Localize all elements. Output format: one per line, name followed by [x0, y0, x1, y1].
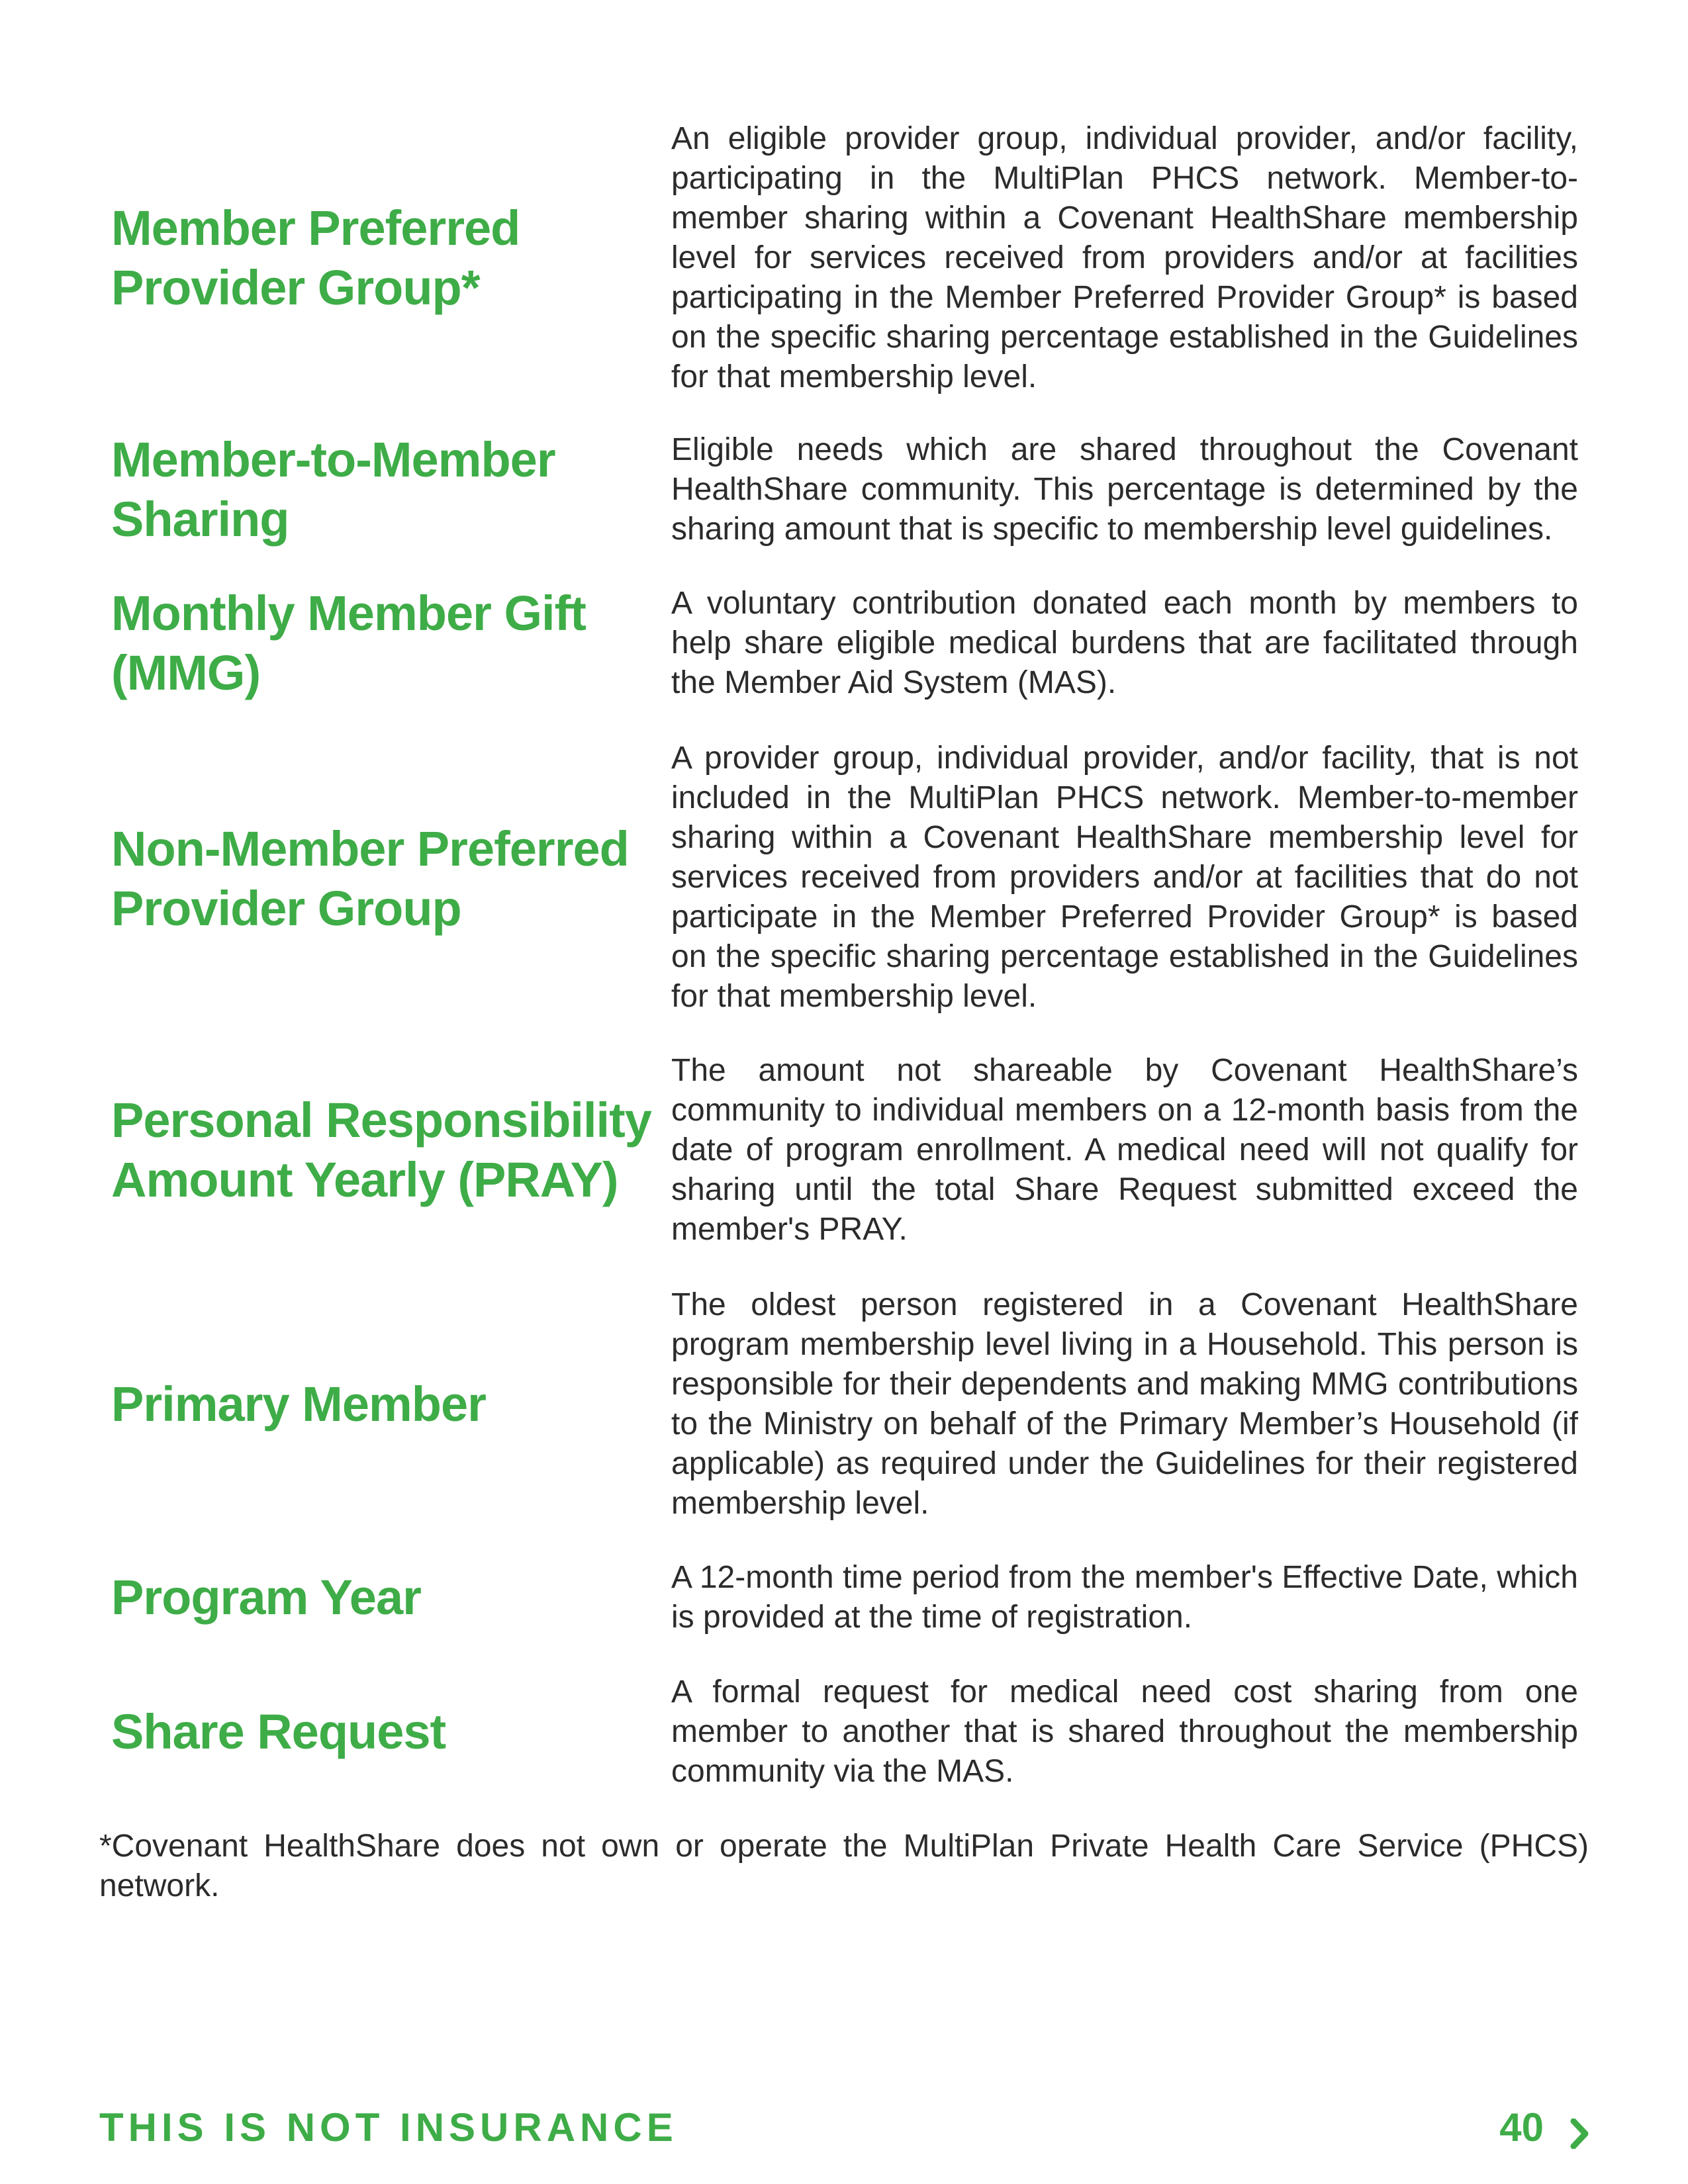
glossary-definition: A formal request for medical need cost sharing from one member to another that is shared throughout the membership community via the MAS.	[671, 1674, 1578, 1789]
page-number: 40	[1499, 2105, 1544, 2150]
glossary-term: Share Request	[111, 1704, 446, 1759]
glossary-term: Member Preferred Provider Group*	[111, 201, 520, 315]
glossary-definition: Eligible needs which are shared throughout the Covenant HealthShare community. This percentage is determined by the sharing amount that is specific to membership level guidelines.	[671, 432, 1578, 547]
glossary-definition: The oldest person registered in a Covenant HealthShare program membership level living in a Household. This person is responsible for their dependents and making MMG contributions to the Ministry on behalf of the Primary Member’s Household (if applicable) as required under the Guidelines for their registered membership level.	[671, 1287, 1578, 1521]
glossary-term: Non-Member Preferred Provider Group	[111, 821, 629, 936]
glossary-term: Member-to-Member Sharing	[111, 432, 555, 547]
glossary-term: Personal Responsibility Amount Yearly (PRAY)	[111, 1093, 651, 1207]
footer-tagline: THIS IS NOT INSURANCE	[99, 2105, 678, 2150]
footer-page-nav	[1499, 2105, 1589, 2150]
glossary-term: Primary Member	[111, 1377, 486, 1432]
glossary-definition: The amount not shareable by Covenant HealthShare’s community to individual members on a 12-month basis from the date of program enrollment. A medical need will not qualify for sharing until the total Share Request submitted exceed the member's PRAY.	[671, 1053, 1578, 1247]
glossary-definition: A voluntary contribution donated each month by members to help share eligible medical burdens that are facilitated through the Member Aid System (MAS).	[671, 586, 1578, 700]
footnote: *Covenant HealthShare does not own or operate the MultiPlan Private Health Care Service (PHCS) network.	[99, 1829, 1589, 1903]
glossary-term: Program Year	[111, 1570, 421, 1625]
glossary-term: Monthly Member Gift (MMG)	[111, 586, 586, 700]
chevron-right-icon[interactable]	[1570, 2113, 1589, 2143]
glossary-definition: An eligible provider group, individual provider, and/or facility, participating in the MultiPlan PHCS network. Member-to-member sharing within a Covenant HealthShare membership level for services received from providers and/or at facilities participating in the Member Preferred Provider Group* is based on the specific sharing percentage established in the Guidelines for that membership level.	[671, 121, 1578, 394]
glossary-definition: A 12-month time period from the member's Effective Date, which is provided at the time of registration.	[671, 1560, 1578, 1635]
glossary-definition: A provider group, individual provider, and/or facility, that is not included in the MultiPlan PHCS network. Member-to-member sharing within a Covenant HealthShare membership level for services received from providers and/or at facilities that do not participate in the Member Preferred Provider Group* is based on the specific sharing percentage established in the Guidelines for that membership level.	[671, 741, 1578, 1014]
